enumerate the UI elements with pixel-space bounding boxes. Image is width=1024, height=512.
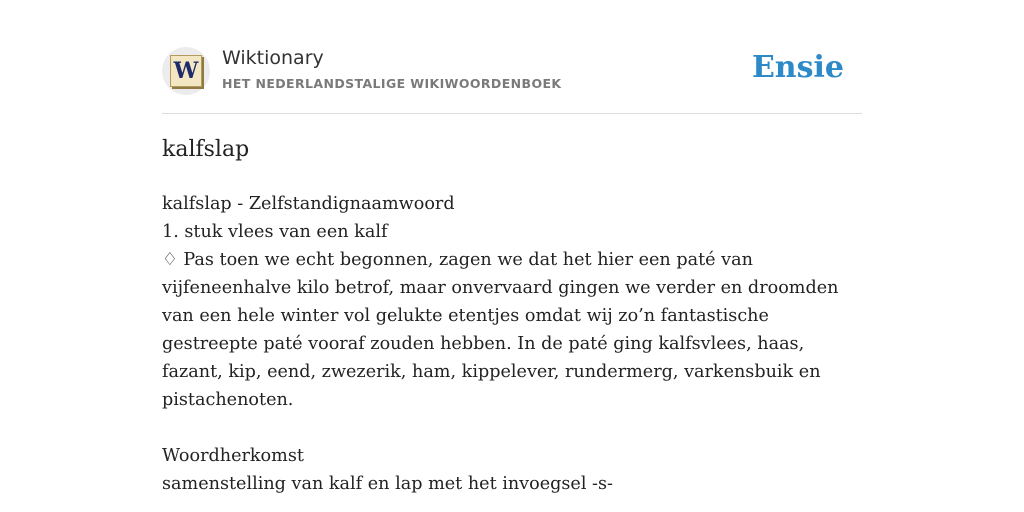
site-tagline: HET NEDERLANDSTALIGE WIKIWOORDENBOEK [222,76,562,91]
sense-1: 1. stuk vlees van een kalf [162,222,388,242]
etymology-heading: Woordherkomst [162,446,304,466]
wiktionary-logo[interactable] [162,47,210,95]
section-spacer [162,414,867,442]
site-header [162,44,862,96]
entry-title: kalfslap [162,137,250,162]
header-divider [162,113,862,114]
ensie-brand-logo[interactable]: Ensie [751,50,844,85]
etymology-text: samenstelling van kalf en lap met het invoegsel -s- [162,474,613,494]
usage-example: ♢ Pas toen we echt begonnen, zagen we dat het hier een paté van vijfeneenhalve kilo betrof, maar onvervaard gingen we verder en droomden van een hele winter vol gelukte etentjes omdat wij zo’n fantastische gestreepte paté vooraf zouden hebben. In de paté ging kalfsvlees, haas, fazant, kip, eend, zwezerik, ham, kippelever, rundermerg, varkensbuik en pistachenoten. [162,250,839,410]
entry-content [162,190,867,498]
wiktionary-logo-icon: W [170,55,202,87]
site-name[interactable]: Wiktionary [222,47,324,69]
definition-heading: kalfslap - Zelfstandignaamwoord [162,194,455,214]
